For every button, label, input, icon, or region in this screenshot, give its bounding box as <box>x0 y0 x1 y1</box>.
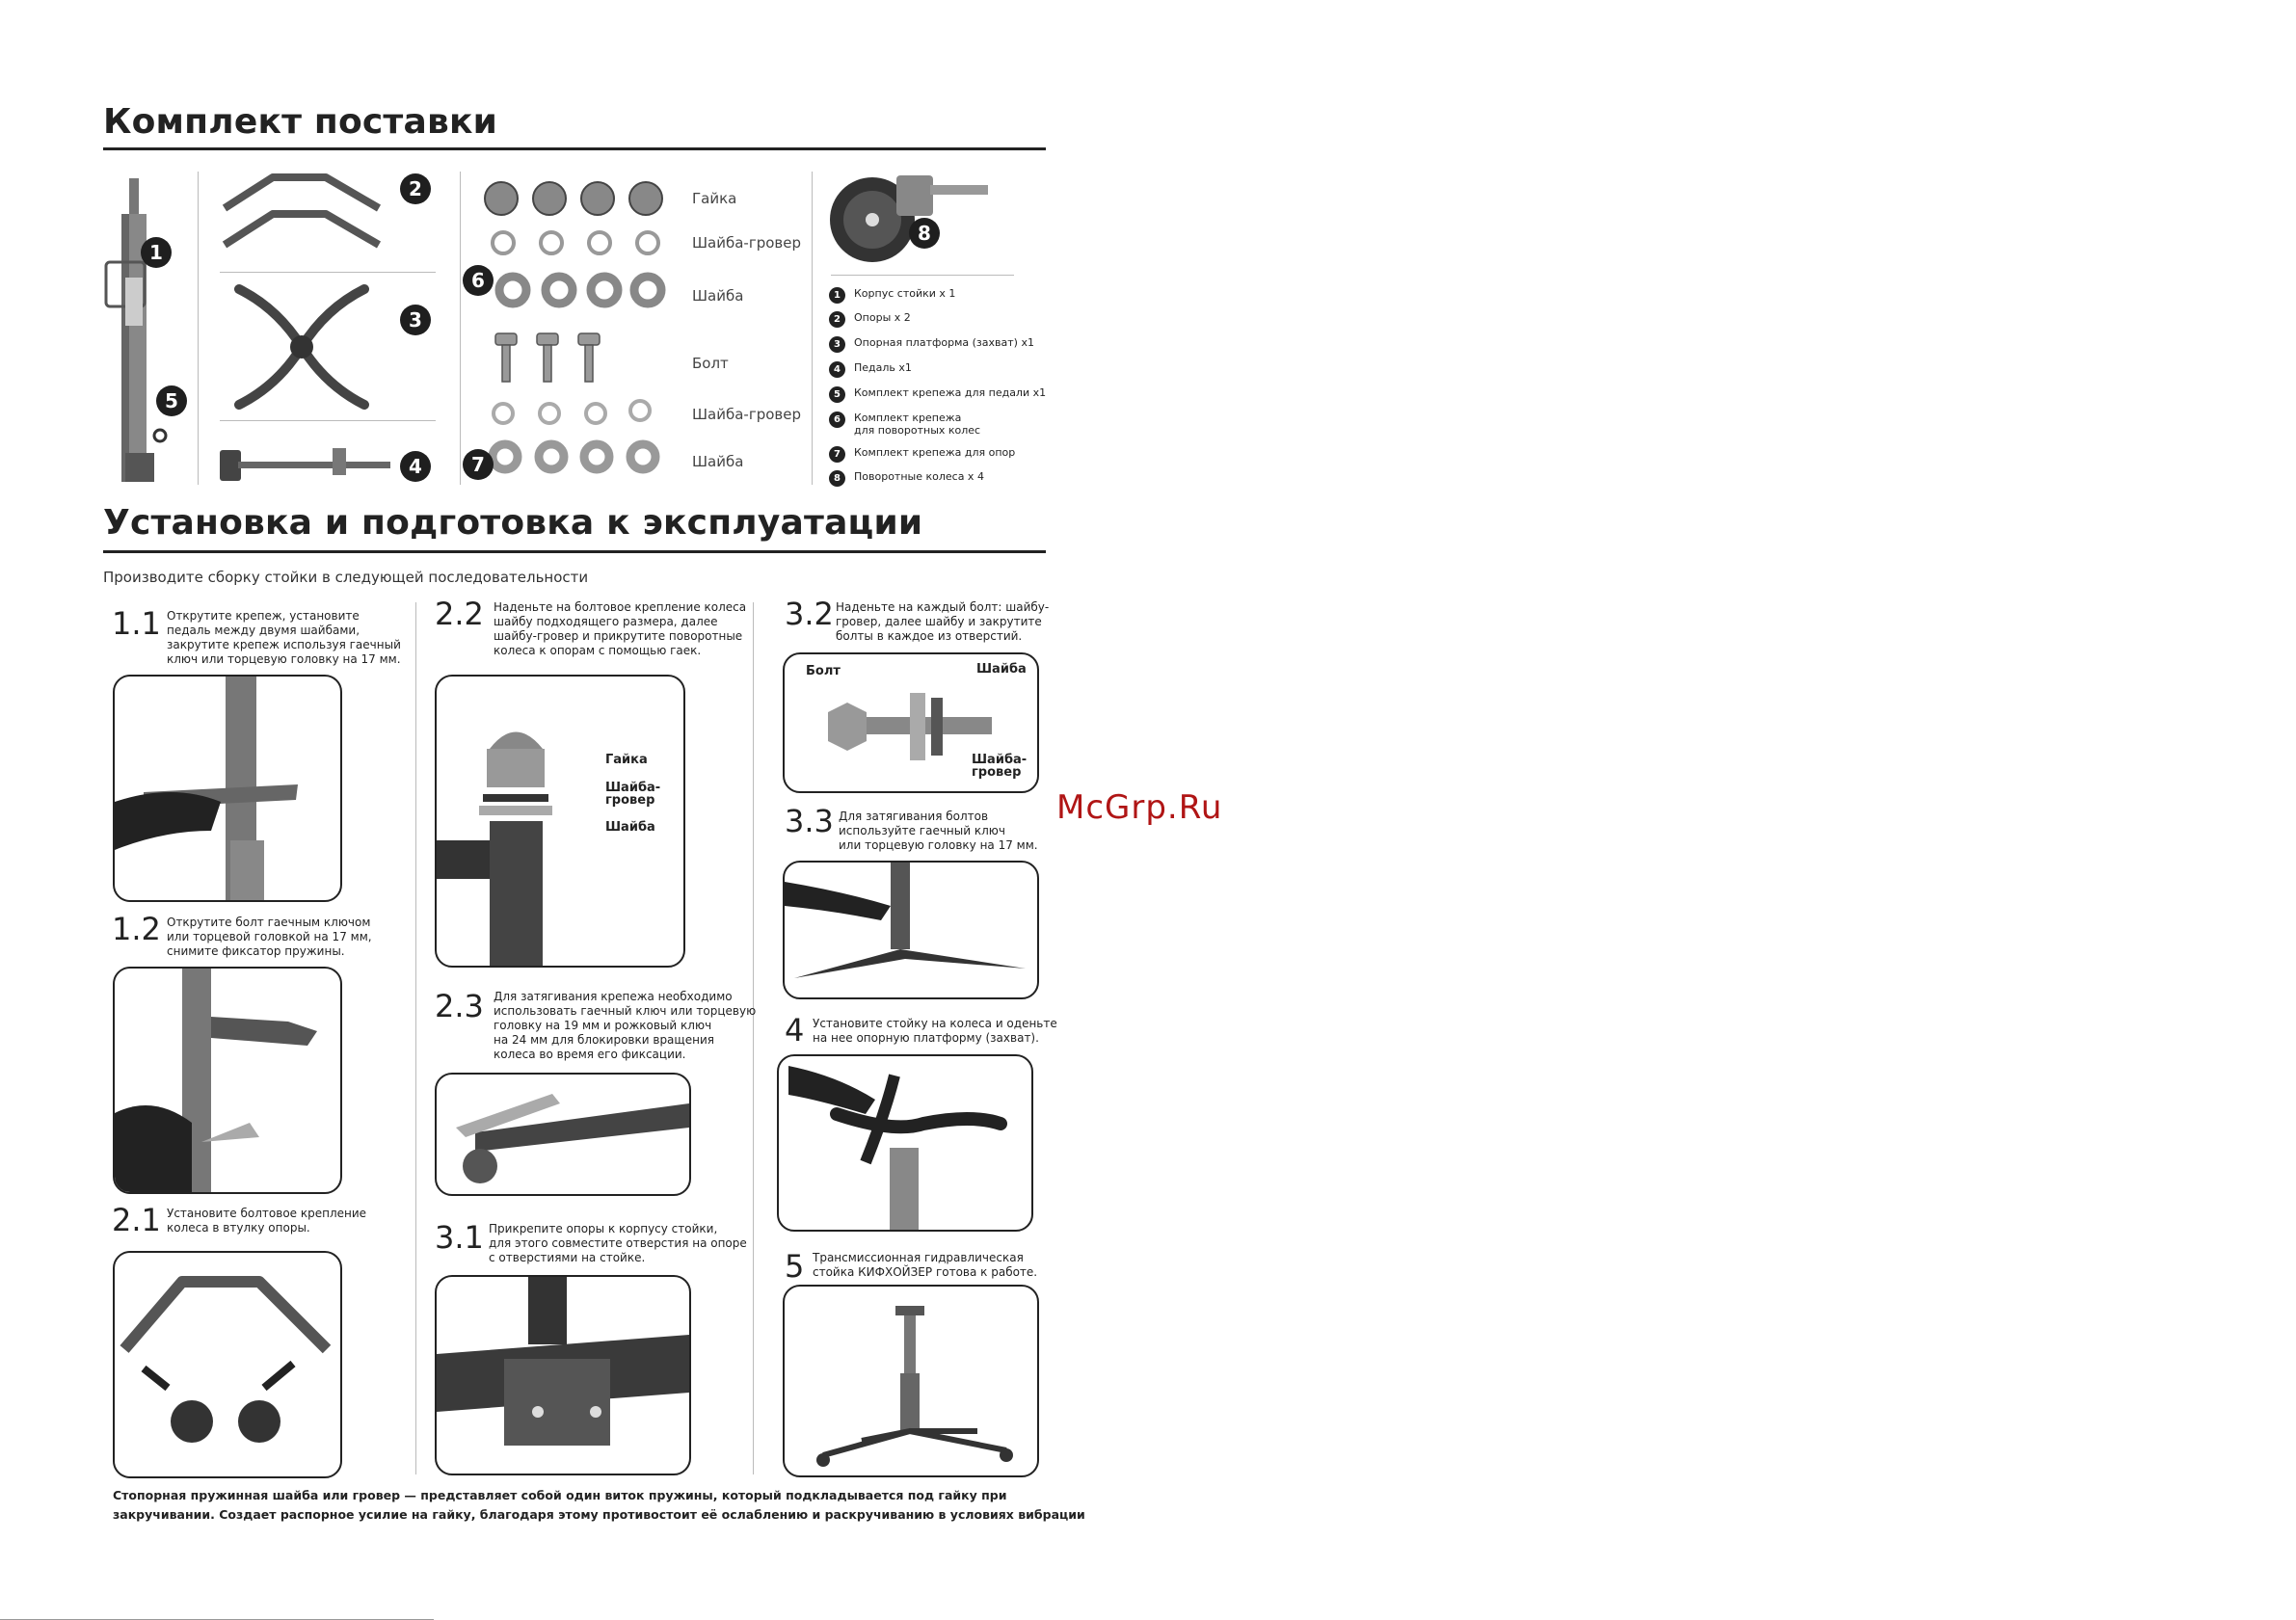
divider <box>220 272 436 273</box>
step-5-image <box>783 1285 1039 1477</box>
step-3-1-image <box>435 1275 691 1475</box>
badge-2: 2 <box>400 173 431 204</box>
step-number: 1.2 <box>112 911 161 947</box>
step-text: Установите болтовое крепление колеса в втулку опоры. <box>167 1207 367 1235</box>
step-text: Наденьте на каждый болт: шайбу- гровер, далее шайбу и закрутите болты в каждое из отверстий. <box>836 600 1050 643</box>
step-text: Открутите болт гаечным ключом или торцевой головкой на 17 мм, снимите фиксатор пружины. <box>167 916 372 958</box>
step-number: 3.3 <box>785 803 834 839</box>
callout-spring-washer: Шайба- гровер <box>605 781 661 808</box>
legend-item: 3 Опорная платформа (захват) х1 <box>829 336 1034 353</box>
install-subtitle: Производите сборку стойки в следующей последовательности <box>103 569 589 586</box>
callout-spring-washer: Шайба- гровер <box>972 753 1028 780</box>
label-nut: Гайка <box>692 190 737 207</box>
step-number: 2.3 <box>435 988 484 1024</box>
legend-item: 8 Поворотные колеса х 4 <box>829 470 984 487</box>
callout-washer: Шайба <box>605 820 655 835</box>
label-washer: Шайба <box>692 287 744 305</box>
step-number: 4 <box>785 1012 805 1049</box>
step-2-1-image <box>113 1251 342 1478</box>
step-text: Наденьте на болтовое крепление колеса шайбу подходящего размера, далее шайбу-гровер и прикрутите поворотные колеса к опорам с помощью гаек. <box>494 600 747 657</box>
callout-nut: Гайка <box>605 753 648 767</box>
badge-8: 8 <box>909 218 940 249</box>
divider <box>460 172 461 485</box>
badge-7: 7 <box>463 449 494 480</box>
step-2-3-image <box>435 1073 691 1196</box>
step-1-2-image <box>113 967 342 1194</box>
legend-item: 1 Корпус стойки х 1 <box>829 287 955 304</box>
step-3-3-image <box>783 861 1039 999</box>
badge-3: 3 <box>400 305 431 335</box>
step-text: Прикрепите опоры к корпусу стойки, для этого совместите отверстия на опоре с отверстиями на стойке. <box>489 1222 747 1264</box>
legend-item: 5 Комплект крепежа для педали х1 <box>829 386 1046 403</box>
badge-1: 1 <box>141 237 172 268</box>
label-washer: Шайба <box>692 453 744 470</box>
legend-item: 2 Опоры х 2 <box>829 311 911 328</box>
legs-image <box>220 170 384 266</box>
divider <box>415 602 416 1474</box>
install-title-rule <box>103 550 1046 553</box>
step-number: 3.1 <box>435 1219 484 1256</box>
footnote: Стопорная пружинная шайба или гровер — представляет собой один виток пружины, который подкладывается под гайку при закручивании. Создает распорное усилие на гайку, благодаря этому противостоит её ослаблению и раскручиванию в условиях вибрации <box>113 1488 1085 1522</box>
divider <box>220 420 436 421</box>
hardware-image <box>474 170 686 478</box>
step-number: 3.2 <box>785 596 834 632</box>
badge-5: 5 <box>156 385 187 416</box>
step-text: Трансмиссионная гидравлическая стойка КИФХОЙЗЕР готова к работе. <box>813 1251 1038 1279</box>
step-number: 1.1 <box>112 605 161 642</box>
step-1-1-image <box>113 675 342 902</box>
step-text: Для затягивания крепежа необходимо использовать гаечный ключ или торцевую головку на 19 мм и рожковый ключ на 24 мм для блокировки вращения колеса во время его фиксации. <box>494 990 757 1061</box>
stand-body-image <box>104 173 196 487</box>
callout-bolt: Болт <box>806 664 841 678</box>
legend-item: 6 Комплект крепежа для поворотных колес <box>829 412 980 437</box>
callout-washer: Шайба <box>976 662 1027 677</box>
divider <box>812 172 813 485</box>
badge-4: 4 <box>400 451 431 482</box>
kit-title-rule <box>103 147 1046 150</box>
step-text: Для затягивания болтов используйте гаечный ключ или торцевую головку на 17 мм. <box>839 810 1038 852</box>
legend-item: 7 Комплект крепежа для опор <box>829 446 1015 463</box>
caster-wheel-image <box>824 164 998 270</box>
pedal-image <box>217 438 395 485</box>
label-spring-washer: Шайба-гровер <box>692 406 802 423</box>
step-4-image <box>777 1054 1033 1232</box>
badge-6: 6 <box>463 265 494 296</box>
step-text: Открутите крепеж, установите педаль между двумя шайбами, закрутите крепеж используя гаечный ключ или торцевую головку на 17 мм. <box>167 609 401 666</box>
label-bolt: Болт <box>692 355 729 372</box>
step-number: 2.1 <box>112 1202 161 1238</box>
watermark: McGrp.Ru <box>1056 788 1223 827</box>
divider <box>831 275 1014 276</box>
install-title: Установка и подготовка к эксплуатации <box>103 503 923 543</box>
legend-item: 4 Педаль х1 <box>829 361 912 378</box>
step-number: 2.2 <box>435 596 484 632</box>
kit-title: Комплект поставки <box>103 102 498 142</box>
divider <box>198 172 199 485</box>
step-text: Установите стойку на колеса и оденьте на нее опорную платформу (захват). <box>813 1017 1057 1045</box>
platform-image <box>220 279 384 414</box>
step-number: 5 <box>785 1248 805 1285</box>
label-spring-washer: Шайба-гровер <box>692 234 802 252</box>
